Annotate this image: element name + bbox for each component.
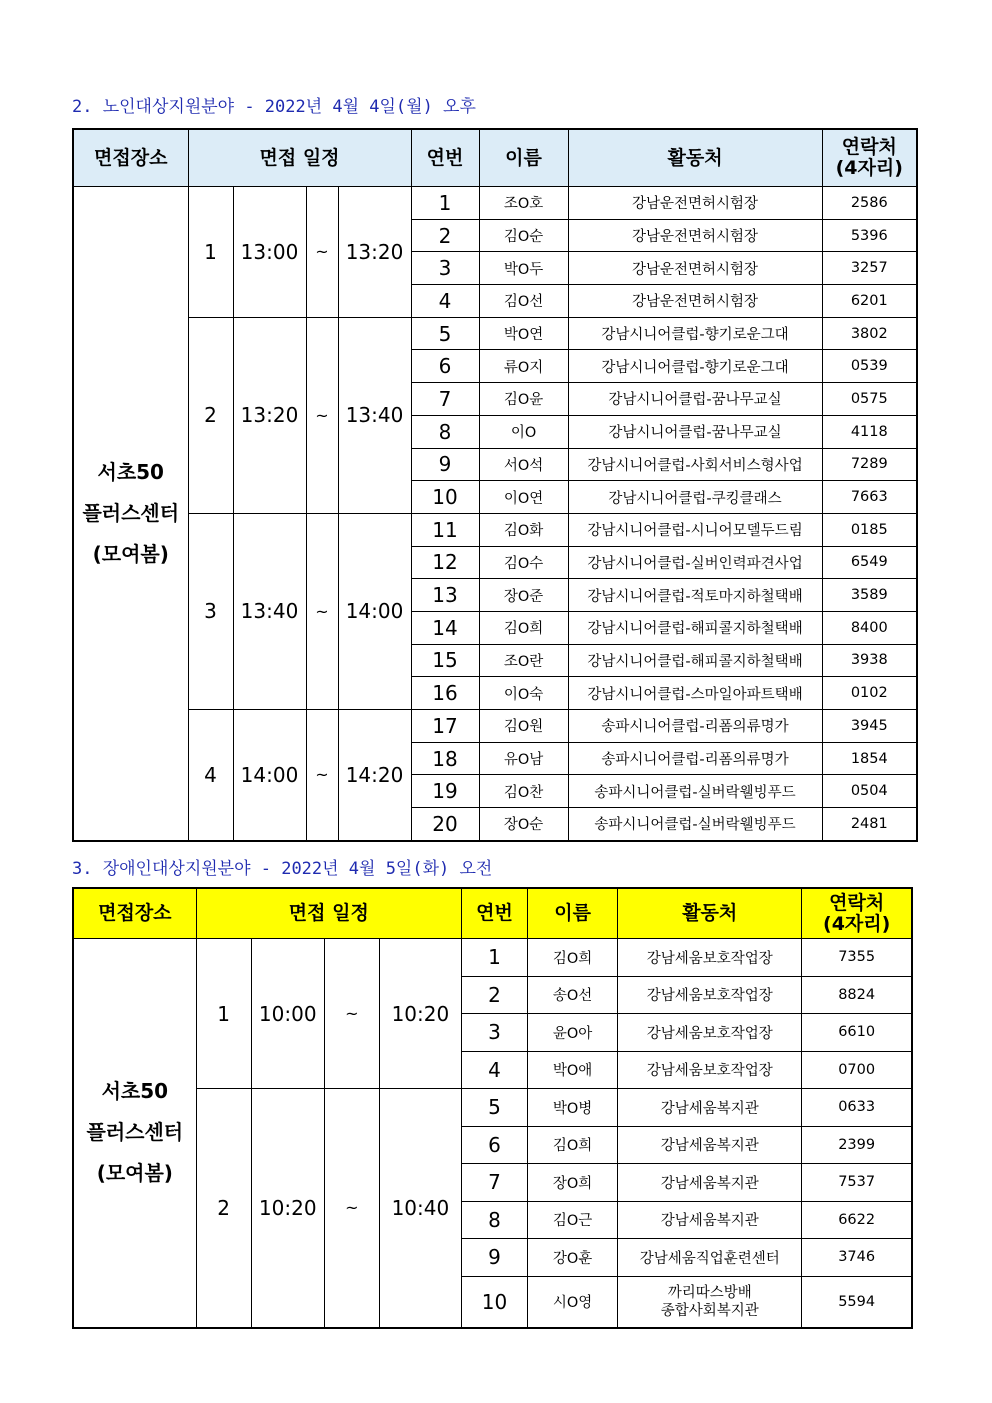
group-no: 1 <box>188 187 233 318</box>
row-seq: 11 <box>411 513 479 546</box>
row-seq: 5 <box>461 1089 527 1127</box>
row-phone: 3589 <box>822 579 917 612</box>
row-seq: 3 <box>461 1014 527 1052</box>
row-seq: 13 <box>411 579 479 612</box>
row-name: 류O지 <box>479 350 568 383</box>
row-phone: 7663 <box>822 481 917 514</box>
row-org: 송파시니어클럽-실버락웰빙푸드 <box>568 775 822 808</box>
group-start-time: 13:40 <box>233 513 306 709</box>
group-no: 2 <box>188 317 233 513</box>
row-org: 강남세움보호작업장 <box>618 939 802 977</box>
group-no: 1 <box>196 939 251 1089</box>
row-seq: 7 <box>411 383 479 416</box>
row-name: 이O연 <box>479 481 568 514</box>
row-phone: 6622 <box>802 1201 912 1239</box>
row-org: 강남시니어클럽-꿈나무교실 <box>568 383 822 416</box>
row-org: 강남시니어클럽-향기로운그대 <box>568 350 822 383</box>
row-phone: 3945 <box>822 710 917 743</box>
row-org: 강남세움보호작업장 <box>618 1014 802 1052</box>
row-name: 장O순 <box>479 808 568 841</box>
row-seq: 2 <box>411 219 479 252</box>
table-row <box>73 317 917 350</box>
row-org: 강남시니어클럽-시니어모델두드림 <box>568 513 822 546</box>
group-start-time: 14:00 <box>233 710 306 841</box>
table-header-row <box>73 888 912 939</box>
row-name: 시O영 <box>528 1276 618 1328</box>
header-name: 이름 <box>528 888 618 939</box>
row-name: 유O남 <box>479 742 568 775</box>
section-title-disabled: 3. 장애인대상지원분야 - 2022년 4월 5일(화) 오전 <box>72 859 493 879</box>
group-no: 2 <box>196 1089 251 1328</box>
row-phone: 0575 <box>822 383 917 416</box>
row-name: 김O찬 <box>479 775 568 808</box>
row-org: 강남시니어클럽-해피콜지하철택배 <box>568 611 822 644</box>
row-org: 강남시니어클럽-향기로운그대 <box>568 317 822 350</box>
table-header-row <box>73 129 917 187</box>
row-org: 강남운전면허시험장 <box>568 219 822 252</box>
row-org: 강남운전면허시험장 <box>568 252 822 285</box>
group-no: 3 <box>188 513 233 709</box>
row-org: 강남세움복지관 <box>618 1164 802 1202</box>
row-name: 서O석 <box>479 448 568 481</box>
header-schedule: 면접 일정 <box>196 888 461 939</box>
row-name: 박O병 <box>528 1089 618 1127</box>
group-time-separator: ~ <box>324 1089 379 1328</box>
row-org: 강남시니어클럽-해피콜지하철택배 <box>568 644 822 677</box>
group-end-time: 14:00 <box>338 513 411 709</box>
row-seq: 1 <box>411 187 479 220</box>
row-org: 송파시니어클럽-리폼의류명가 <box>568 742 822 775</box>
row-phone: 6610 <box>802 1014 912 1052</box>
row-seq: 18 <box>411 742 479 775</box>
row-phone: 7355 <box>802 939 912 977</box>
group-time-separator: ~ <box>306 187 338 318</box>
row-phone: 0185 <box>822 513 917 546</box>
row-org: 강남세움복지관 <box>618 1126 802 1164</box>
row-org: 강남세움보호작업장 <box>618 1051 802 1089</box>
header-org: 활동처 <box>568 129 822 187</box>
row-org: 강남세움복지관 <box>618 1089 802 1127</box>
row-org: 강남세움직업훈련센터 <box>618 1239 802 1277</box>
row-name: 이O숙 <box>479 677 568 710</box>
header-place: 면접장소 <box>73 888 196 939</box>
row-name: 장O준 <box>479 579 568 612</box>
senior-interview-table <box>72 128 918 842</box>
header-seq: 연번 <box>411 129 479 187</box>
header-schedule: 면접 일정 <box>188 129 411 187</box>
row-phone: 0700 <box>802 1051 912 1089</box>
row-seq: 4 <box>411 285 479 318</box>
row-name: 김O선 <box>479 285 568 318</box>
row-phone: 2586 <box>822 187 917 220</box>
header-phone: 연락처 (4자리) <box>822 129 917 187</box>
group-time-separator: ~ <box>306 710 338 841</box>
group-start-time: 10:00 <box>251 939 324 1089</box>
row-seq: 8 <box>461 1201 527 1239</box>
group-end-time: 13:40 <box>338 317 411 513</box>
header-place: 면접장소 <box>73 129 188 187</box>
row-seq: 9 <box>461 1239 527 1277</box>
group-time-separator: ~ <box>306 317 338 513</box>
row-seq: 5 <box>411 317 479 350</box>
row-phone: 1854 <box>822 742 917 775</box>
interview-place: 서초50 플러스센터 (모여봄) <box>73 939 196 1328</box>
row-org: 강남시니어클럽-꿈나무교실 <box>568 415 822 448</box>
row-seq: 1 <box>461 939 527 977</box>
row-phone: 6201 <box>822 285 917 318</box>
row-phone: 7537 <box>802 1164 912 1202</box>
row-name: 조O호 <box>479 187 568 220</box>
row-phone: 8400 <box>822 611 917 644</box>
row-name: 김O근 <box>528 1201 618 1239</box>
header-name: 이름 <box>479 129 568 187</box>
row-name: 김O화 <box>479 513 568 546</box>
row-org: 강남세움보호작업장 <box>618 976 802 1014</box>
row-seq: 17 <box>411 710 479 743</box>
row-phone: 3938 <box>822 644 917 677</box>
row-seq: 12 <box>411 546 479 579</box>
group-time-separator: ~ <box>306 513 338 709</box>
row-seq: 19 <box>411 775 479 808</box>
row-phone: 0102 <box>822 677 917 710</box>
group-end-time: 14:20 <box>338 710 411 841</box>
row-phone: 4118 <box>822 415 917 448</box>
row-name: 이O <box>479 415 568 448</box>
row-phone: 5396 <box>822 219 917 252</box>
header-phone: 연락처 (4자리) <box>802 888 912 939</box>
row-name: 윤O아 <box>528 1014 618 1052</box>
row-name: 조O란 <box>479 644 568 677</box>
row-phone: 6549 <box>822 546 917 579</box>
row-seq: 2 <box>461 976 527 1014</box>
header-org: 활동처 <box>618 888 802 939</box>
table-row <box>73 939 912 977</box>
row-name: 송O선 <box>528 976 618 1014</box>
row-phone: 3257 <box>822 252 917 285</box>
group-start-time: 13:20 <box>233 317 306 513</box>
row-phone: 5594 <box>802 1276 912 1328</box>
row-name: 장O희 <box>528 1164 618 1202</box>
row-seq: 14 <box>411 611 479 644</box>
row-phone: 3746 <box>802 1239 912 1277</box>
row-phone: 3802 <box>822 317 917 350</box>
row-name: 강O훈 <box>528 1239 618 1277</box>
row-name: 김O윤 <box>479 383 568 416</box>
row-seq: 3 <box>411 252 479 285</box>
row-phone: 0539 <box>822 350 917 383</box>
row-org: 송파시니어클럽-실버락웰빙푸드 <box>568 808 822 841</box>
row-name: 박O애 <box>528 1051 618 1089</box>
header-seq: 연번 <box>461 888 527 939</box>
row-seq: 8 <box>411 415 479 448</box>
row-seq: 10 <box>461 1276 527 1328</box>
group-end-time: 10:20 <box>379 939 461 1089</box>
table-row <box>73 187 917 220</box>
row-phone: 0504 <box>822 775 917 808</box>
row-name: 김O원 <box>479 710 568 743</box>
row-seq: 16 <box>411 677 479 710</box>
row-name: 김O희 <box>528 939 618 977</box>
row-org: 강남운전면허시험장 <box>568 187 822 220</box>
row-org: 강남시니어클럽-적토마지하철택배 <box>568 579 822 612</box>
row-name: 박O연 <box>479 317 568 350</box>
group-end-time: 13:20 <box>338 187 411 318</box>
row-phone: 0633 <box>802 1089 912 1127</box>
table-row <box>73 513 917 546</box>
row-name: 김O수 <box>479 546 568 579</box>
row-org: 강남운전면허시험장 <box>568 285 822 318</box>
row-org: 송파시니어클럽-리폼의류명가 <box>568 710 822 743</box>
row-org: 강남시니어클럽-사회서비스형사업 <box>568 448 822 481</box>
row-org: 강남시니어클럽-쿠킹클래스 <box>568 481 822 514</box>
row-phone: 8824 <box>802 976 912 1014</box>
row-org: 까리따스방배 종합사회복지관 <box>618 1276 802 1328</box>
row-seq: 15 <box>411 644 479 677</box>
row-org: 강남시니어클럽-실버인력파견사업 <box>568 546 822 579</box>
row-phone: 2481 <box>822 808 917 841</box>
row-seq: 20 <box>411 808 479 841</box>
section-title-senior: 2. 노인대상지원분야 - 2022년 4월 4일(월) 오후 <box>72 97 476 117</box>
disabled-interview-table <box>72 887 913 1329</box>
group-start-time: 13:00 <box>233 187 306 318</box>
group-end-time: 10:40 <box>379 1089 461 1328</box>
group-no: 4 <box>188 710 233 841</box>
row-name: 김O순 <box>479 219 568 252</box>
row-seq: 6 <box>411 350 479 383</box>
row-phone: 2399 <box>802 1126 912 1164</box>
table-row <box>73 710 917 743</box>
group-time-separator: ~ <box>324 939 379 1089</box>
row-seq: 10 <box>411 481 479 514</box>
row-seq: 7 <box>461 1164 527 1202</box>
interview-place: 서초50 플러스센터 (모여봄) <box>73 187 188 841</box>
row-name: 박O두 <box>479 252 568 285</box>
table-row <box>73 1089 912 1127</box>
row-org: 강남시니어클럽-스마일아파트택배 <box>568 677 822 710</box>
row-name: 김O희 <box>528 1126 618 1164</box>
row-phone: 7289 <box>822 448 917 481</box>
row-name: 김O희 <box>479 611 568 644</box>
group-start-time: 10:20 <box>251 1089 324 1328</box>
row-seq: 4 <box>461 1051 527 1089</box>
row-seq: 6 <box>461 1126 527 1164</box>
row-org: 강남세움복지관 <box>618 1201 802 1239</box>
row-seq: 9 <box>411 448 479 481</box>
